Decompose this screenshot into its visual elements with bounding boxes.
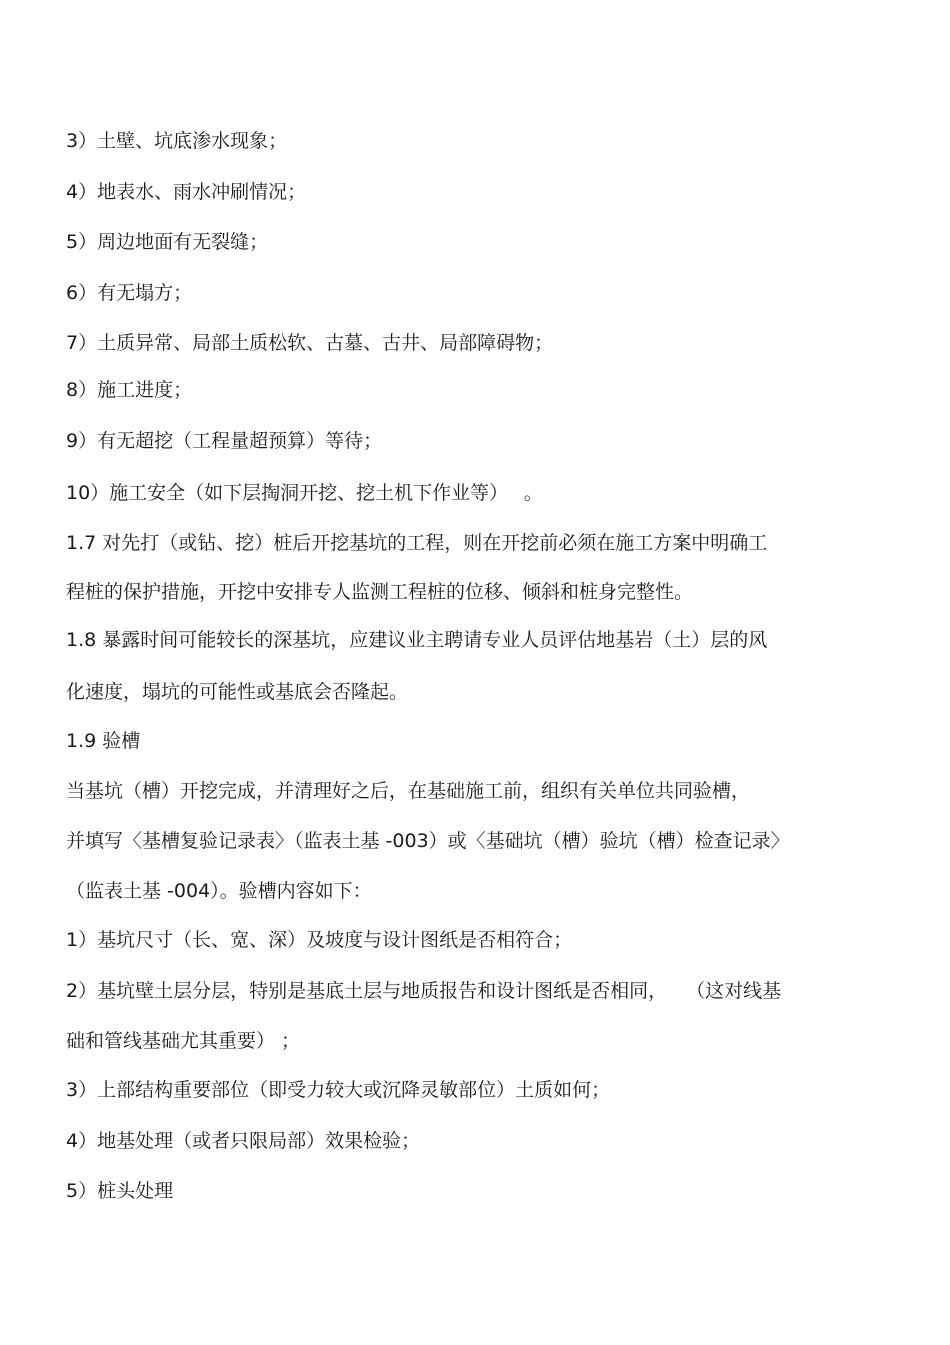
text-line: 并填写〈基槽复验记录表〉（监表土基 -003）或〈基础坑（槽）验坑（槽）检查记录〉 [66, 830, 790, 852]
text-line: 3）上部结构重要部位（即受力较大或沉降灵敏部位）土质如何； [66, 1079, 611, 1101]
text-line: 10）施工安全（如下层掏洞开挖、挖土机下作业等） 。 [66, 482, 543, 504]
text-line: （监表土基 -004）。验槽内容如下： [66, 880, 372, 902]
text-line: 9）有无超挖（工程量超预算）等待； [66, 430, 383, 452]
text-line: 化速度，塌坑的可能性或基底会否隆起。 [66, 681, 409, 703]
text-line: 8）施工进度； [66, 379, 193, 401]
text-line: 6）有无塌方； [66, 282, 193, 304]
text-line: 4）地表水、雨水冲刷情况； [66, 181, 307, 203]
section-heading: 1.9 验槽 [66, 730, 141, 752]
text-line: 1.8 暴露时间可能较长的深基坑，应建议业主聘请专业人员评估地基岩（土）层的风 [66, 629, 768, 651]
text-line: 程桩的保护措施，开挖中安排专人监测工程桩的位移、倾斜和桩身完整性。 [66, 581, 694, 603]
text-line: 础和管线基础尤其重要） ； [66, 1030, 301, 1052]
text-line: 当基坑（槽）开挖完成，并清理好之后，在基础施工前，组织有关单位共同验槽， [66, 780, 751, 802]
text-line: 2）基坑壁土层分层，特别是基底土层与地质报告和设计图纸是否相同， （这对线基 [66, 980, 782, 1002]
text-line: 1.7 对先打（或钻、挖）桩后开挖基坑的工程，则在开挖前必须在施工方案中明确工 [66, 532, 768, 554]
text-line: 7）土质异常、局部土质松软、古墓、古井、局部障碍物； [66, 332, 554, 354]
text-line: 5）周边地面有无裂缝； [66, 231, 269, 253]
text-line: 4）地基处理（或者只限局部）效果检验； [66, 1130, 421, 1152]
text-line: 3）土壁、坑底渗水现象； [66, 130, 288, 152]
text-line: 5）桩头处理 [66, 1180, 174, 1202]
text-line: 1）基坑尺寸（长、宽、深）及坡度与设计图纸是否相符合； [66, 929, 573, 951]
